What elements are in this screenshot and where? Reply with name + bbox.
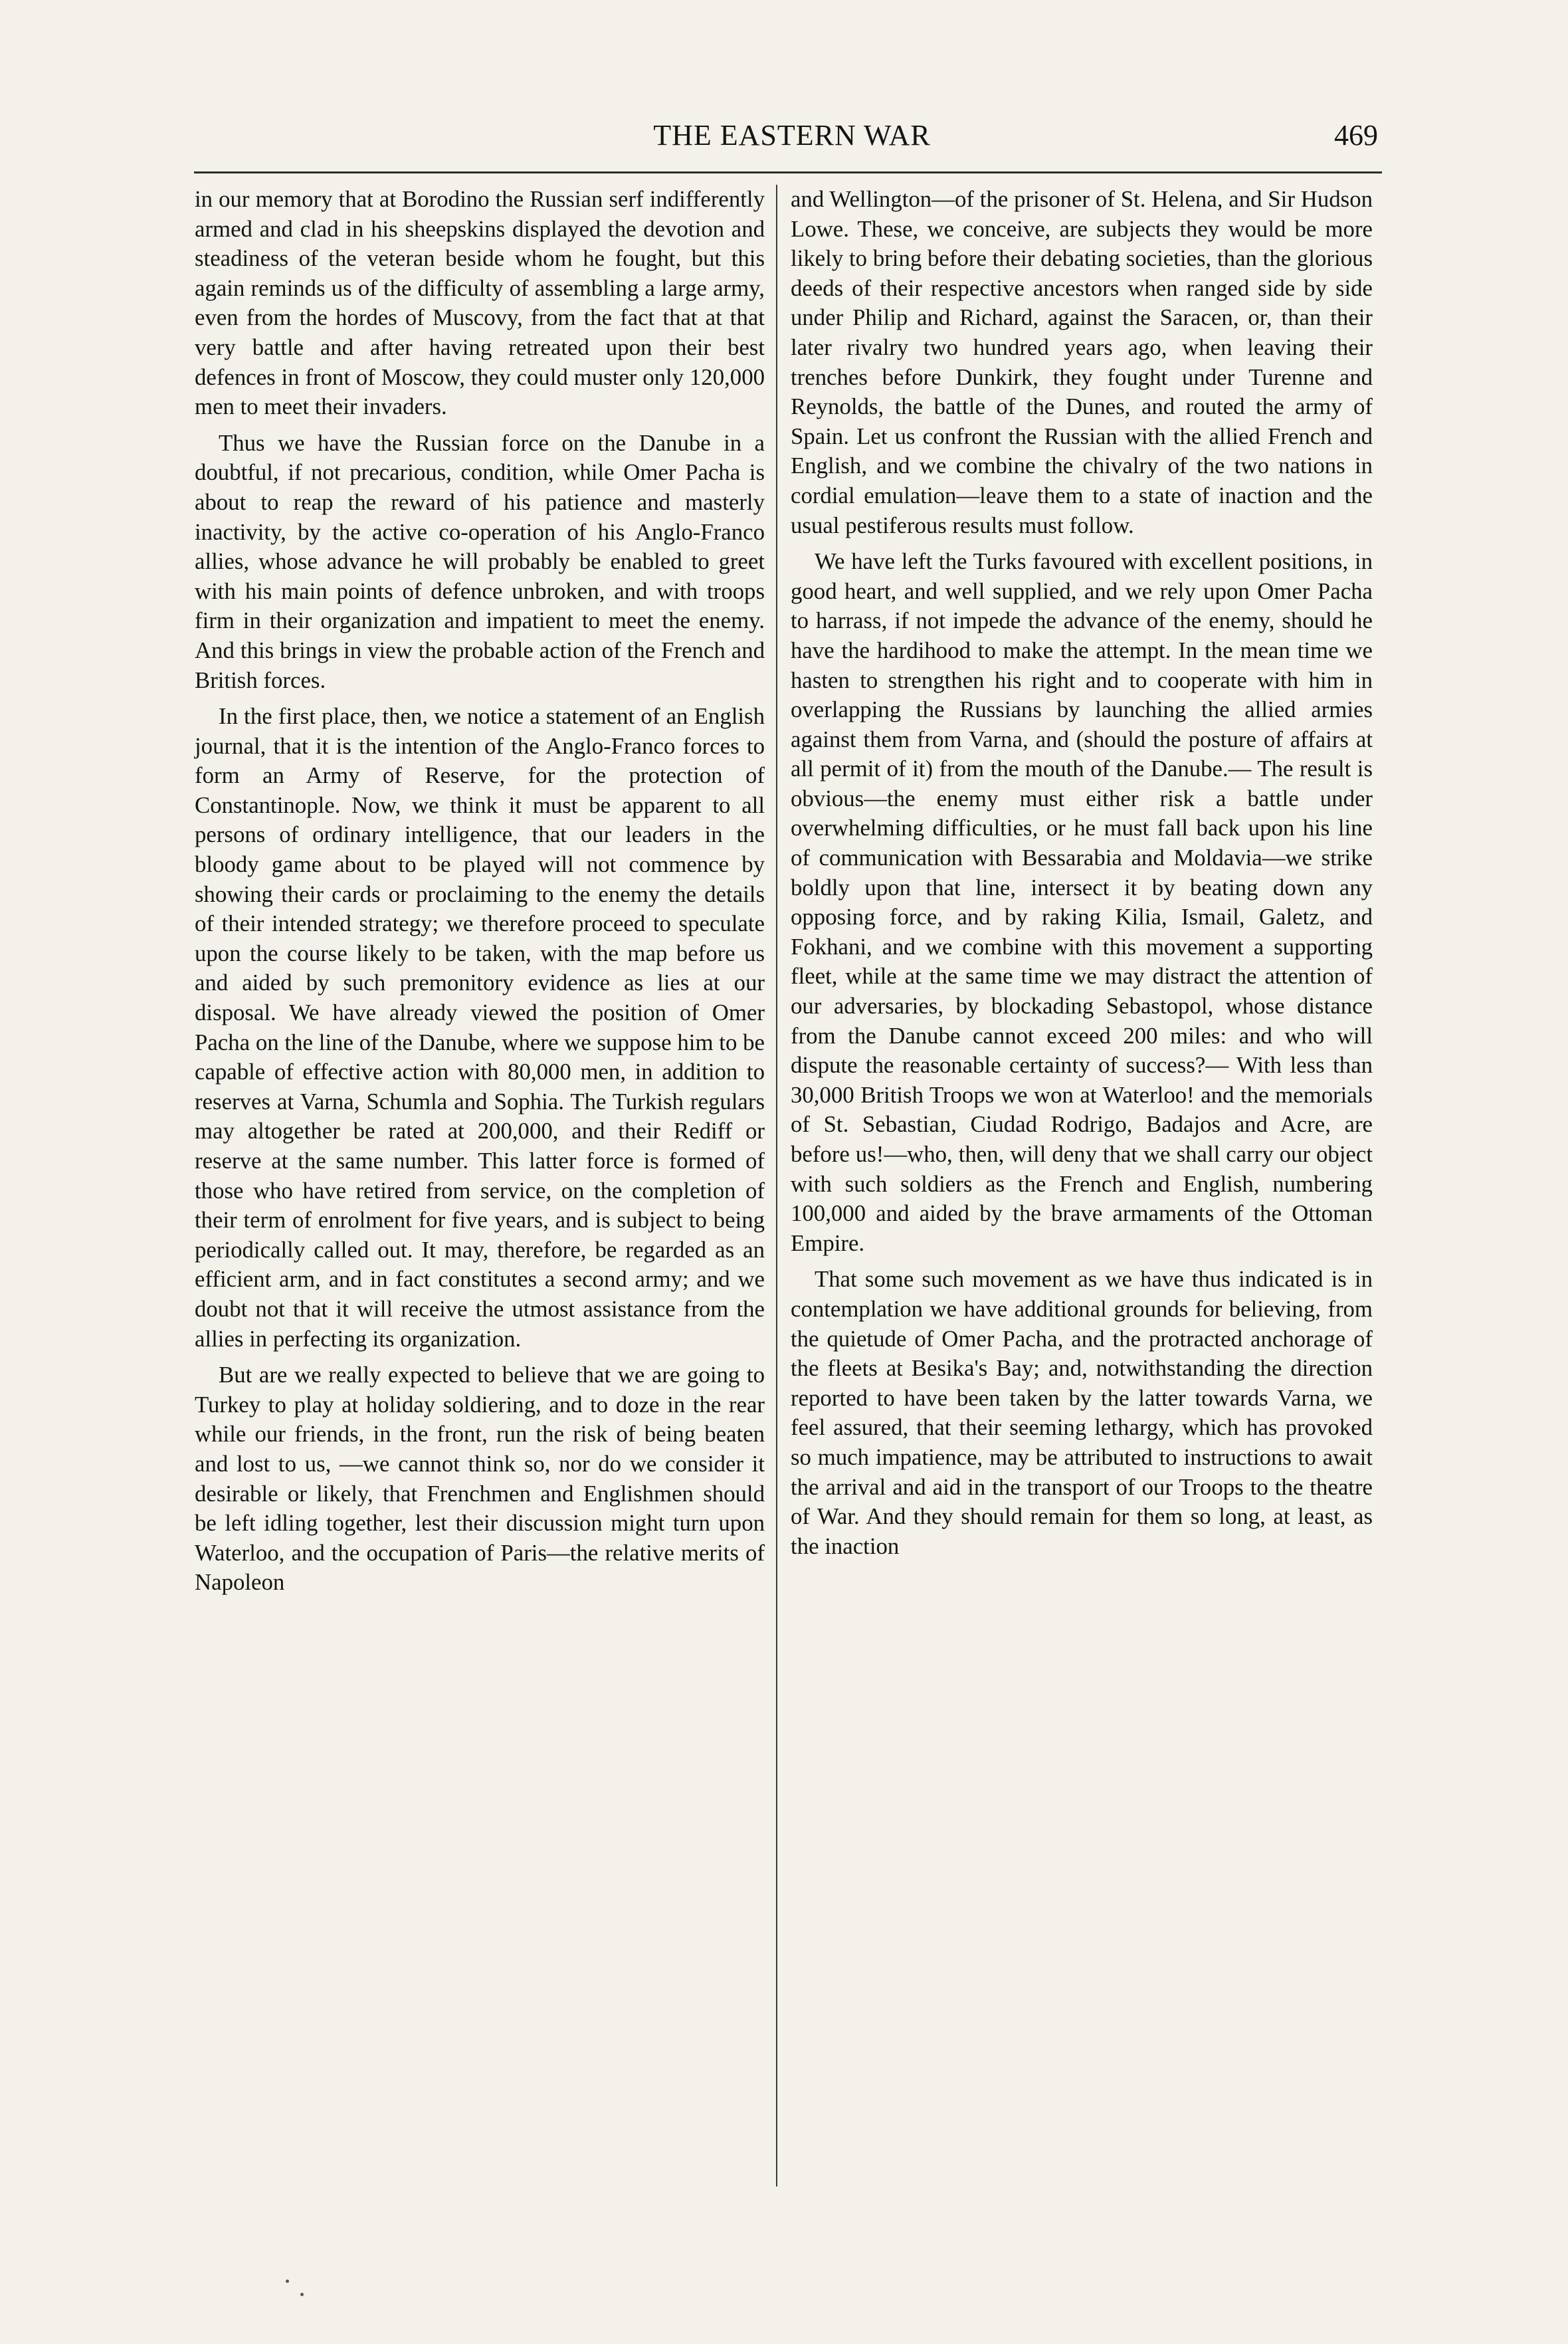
right-paragraph-3: That some such movement as we have thus indicated is in contemplation we have additional grounds for believing, from the quietude of Omer Pacha, and the protracted anchorage of the fleets at Besika's Bay; and, notwithstanding the direction reported to have been taken by the latter towards Varna, we feel assured, that their seeming lethargy, which has provoked so much impatience, may be attributed to instructions to await the arrival and aid in the transport of our Troops to the theatre of War. And they should remain for them so long, at least, as the inaction bbox=[791, 1266, 1373, 1559]
speck bbox=[300, 2293, 304, 2296]
left-paragraph-1: in our memory that at Borodino the Russian serf indifferently armed and clad in his sheepskins displayed the devotion and steadiness of the veteran beside whom he fought, but this again reminds us of the difficulty of assembling a large army, even from the hordes of Muscovy, from the fact that at that very battle and after having retreated upon their best defences in front of Moscow, they could muster only 120,000 men to meet their invaders. bbox=[195, 186, 765, 420]
print-specks bbox=[286, 2280, 306, 2299]
right-column bbox=[791, 185, 1373, 2205]
running-title: THE EASTERN WAR bbox=[653, 119, 931, 152]
left-paragraph-4: But are we really expected to believe that we are going to Turkey to play at holiday soldiering, and to doze in the rear while our friends, in the front, run the risk of being beaten and lost to us, —we cannot think so, nor do we consider it desirable or likely, that Frenchmen and Englishmen should be left idling together, lest their discussion might turn upon Waterloo, and the occupation of Paris—the relative merits of Napoleon bbox=[195, 1362, 765, 1596]
header-rule bbox=[194, 171, 1382, 173]
column-divider bbox=[776, 185, 777, 2186]
right-paragraph-2: We have left the Turks favoured with excellent positions, in good heart, and well supplied, and we rely upon Omer Pacha to harrass, if not impede the advance of the enemy, should he have the hardihood to make the attempt. In the mean time we hasten to strengthen his right and to cooperate with him in overlapping the Russians by launching the allied armies against them from Varna, and (should the posture of affairs at all permit of it) from the mouth of the Danube.— The result is obvious—the enemy must either risk a battle under overwhelming difficulties, or he must fall back upon his line of communication with Bessarabia and Moldavia—we strike boldly upon that line, intersect it by beating down any opposing force, and by raking Kilia, Ismail, Galetz, and Fokhani, and we combine with this movement a supporting fleet, while at the same time we may distract the attention of our adversaries, by blockading Sebastopol, whose distance from the Danube cannot exceed 200 miles: and who will dispute the reasonable certainty of success?— With less than 30,000 British Troops we won at Waterloo! and the memorials of St. Sebastian, Ciudad Rodrigo, Badajos and Acre, are before us!—who, then, will deny that we shall carry our object with such soldiers as the French and English, numbering 100,000 and aided by the brave armaments of the Ottoman Empire. bbox=[791, 548, 1373, 1256]
speck bbox=[286, 2280, 289, 2283]
right-paragraph-1: and Wellington—of the prisoner of St. Helena, and Sir Hudson Lowe. These, we conceive, are subjects they would be more likely to bring before their debating societies, than the glorious deeds of their respective ancestors when ranged side by side under Philip and Richard, against the Saracen, or, than their later rivalry two hundred years ago, when leaving their trenches before Dunkirk, they fought under Turenne and Reynolds, the battle of the Dunes, and routed the army of Spain. Let us confront the Russian with the allied French and English, and we combine the chivalry of the two nations in cordial emulation—leave them to a state of inaction and the usual pestiferous results must follow. bbox=[791, 186, 1373, 538]
page-number: 469 bbox=[1334, 119, 1378, 152]
left-paragraph-2: Thus we have the Russian force on the Danube in a doubtful, if not precarious, condition, while Omer Pacha is about to reap the reward of his patience and masterly inactivity, by the active co-operation of his Anglo-Franco allies, whose advance he will probably be enabled to greet with his main points of defence unbroken, and with troops firm in their organization and impatient to meet the enemy. And this brings in view the probable action of the French and British forces. bbox=[195, 429, 765, 693]
left-paragraph-3: In the first place, then, we notice a statement of an English journal, that it is the intention of the Anglo-Franco forces to form an Army of Reserve, for the protection of Constantinople. Now, we think it must be apparent to all persons of ordinary intelligence, that our leaders in the bloody game about to be played will not commence by showing their cards or proclaiming to the enemy the details of their intended strategy; we therefore proceed to speculate upon the course likely to be taken, with the map before us and aided by such premonitory evidence as lies at our disposal. We have already viewed the position of Omer Pacha on the line of the Danube, where we suppose him to be capable of effective action with 80,000 men, in addition to reserves at Varna, Schumla and Sophia. The Turkish regulars may altogether be rated at 200,000, and their Rediff or reserve at the same number. This latter force is formed of those who have retired from service, on the completion of their term of enrolment for five years, and is subject to being periodically called out. It may, therefore, be regarded as an efficient arm, and in fact constitutes a second army; and we doubt not that it will receive the utmost assistance from the allies in perfecting its organization. bbox=[195, 703, 765, 1352]
running-header bbox=[194, 112, 1390, 165]
left-column bbox=[195, 185, 765, 2205]
